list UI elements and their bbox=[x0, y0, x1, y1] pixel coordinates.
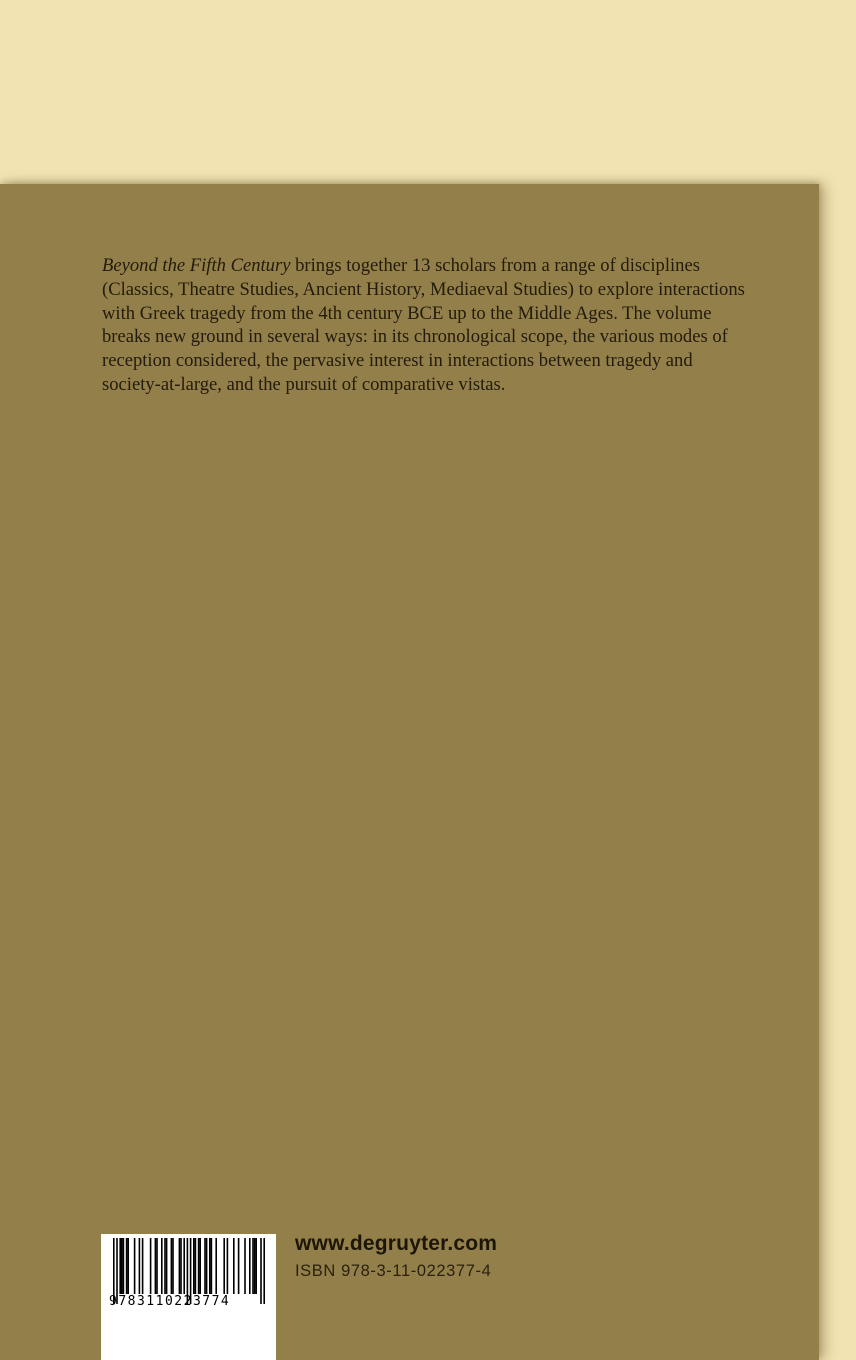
barcode-bar bbox=[126, 1238, 128, 1294]
barcode-bar bbox=[180, 1238, 182, 1294]
barcode-bar bbox=[123, 1238, 125, 1294]
barcode-bar bbox=[172, 1238, 174, 1294]
publisher-info bbox=[295, 1231, 497, 1283]
barcode-bar bbox=[211, 1238, 213, 1294]
barcode-bar bbox=[150, 1238, 152, 1294]
barcode-bar bbox=[206, 1238, 208, 1294]
barcode-bar bbox=[263, 1238, 265, 1304]
barcode-bar bbox=[244, 1238, 246, 1294]
book-title: Beyond the Fifth Century bbox=[102, 255, 291, 276]
barcode-bar bbox=[238, 1238, 240, 1294]
barcode-bar bbox=[199, 1238, 201, 1294]
barcode-bar bbox=[142, 1238, 144, 1294]
isbn-number: ISBN 978-3-11-022377-4 bbox=[295, 1262, 492, 1280]
barcode-bar bbox=[183, 1238, 185, 1294]
blurb-text: brings together 13 scholars from a range of disciplines (Classics, Theatre Studies, Ancient History, Mediaeval Studies) to explore interactions with Greek tragedy from the 4th century BCE up to the Middle Ages. The volume breaks new ground in several ways: in its chronological scope, the various modes of reception considered, the pervasive interest in interactions between tragedy and society-at-large, and the pursuit of comparative vistas. bbox=[102, 255, 745, 395]
barcode-bar bbox=[127, 1238, 129, 1294]
barcode bbox=[101, 1234, 276, 1360]
barcode-bar bbox=[161, 1238, 163, 1294]
barcode-bar bbox=[195, 1238, 197, 1294]
barcode-bar bbox=[233, 1238, 235, 1294]
barcode-bar bbox=[215, 1238, 217, 1294]
barcode-bar bbox=[254, 1238, 256, 1294]
barcode-bar bbox=[121, 1238, 123, 1294]
back-cover bbox=[0, 184, 819, 1360]
barcode-bar bbox=[171, 1238, 173, 1294]
barcode-bar bbox=[134, 1238, 136, 1294]
blurb-paragraph bbox=[102, 254, 752, 397]
barcode-bar bbox=[193, 1238, 195, 1294]
barcode-bar bbox=[198, 1238, 200, 1294]
barcode-bar bbox=[227, 1238, 229, 1294]
barcode-bar bbox=[255, 1238, 257, 1294]
barcode-bar bbox=[156, 1238, 158, 1294]
barcode-bar bbox=[209, 1238, 211, 1294]
barcode-bar bbox=[119, 1238, 121, 1294]
barcode-digits: 9783110223774 bbox=[109, 1294, 231, 1309]
barcode-bar bbox=[179, 1238, 181, 1294]
barcode-bar bbox=[260, 1238, 262, 1304]
barcode-bar bbox=[223, 1238, 225, 1294]
barcode-bar bbox=[166, 1238, 168, 1294]
barcode-bar bbox=[252, 1238, 254, 1294]
barcode-bar bbox=[249, 1238, 251, 1294]
barcode-bar bbox=[164, 1238, 166, 1294]
barcode-bar bbox=[139, 1238, 141, 1294]
publisher-website: www.degruyter.com bbox=[295, 1232, 498, 1255]
barcode-bar bbox=[204, 1238, 206, 1294]
barcode-bar bbox=[155, 1238, 157, 1294]
